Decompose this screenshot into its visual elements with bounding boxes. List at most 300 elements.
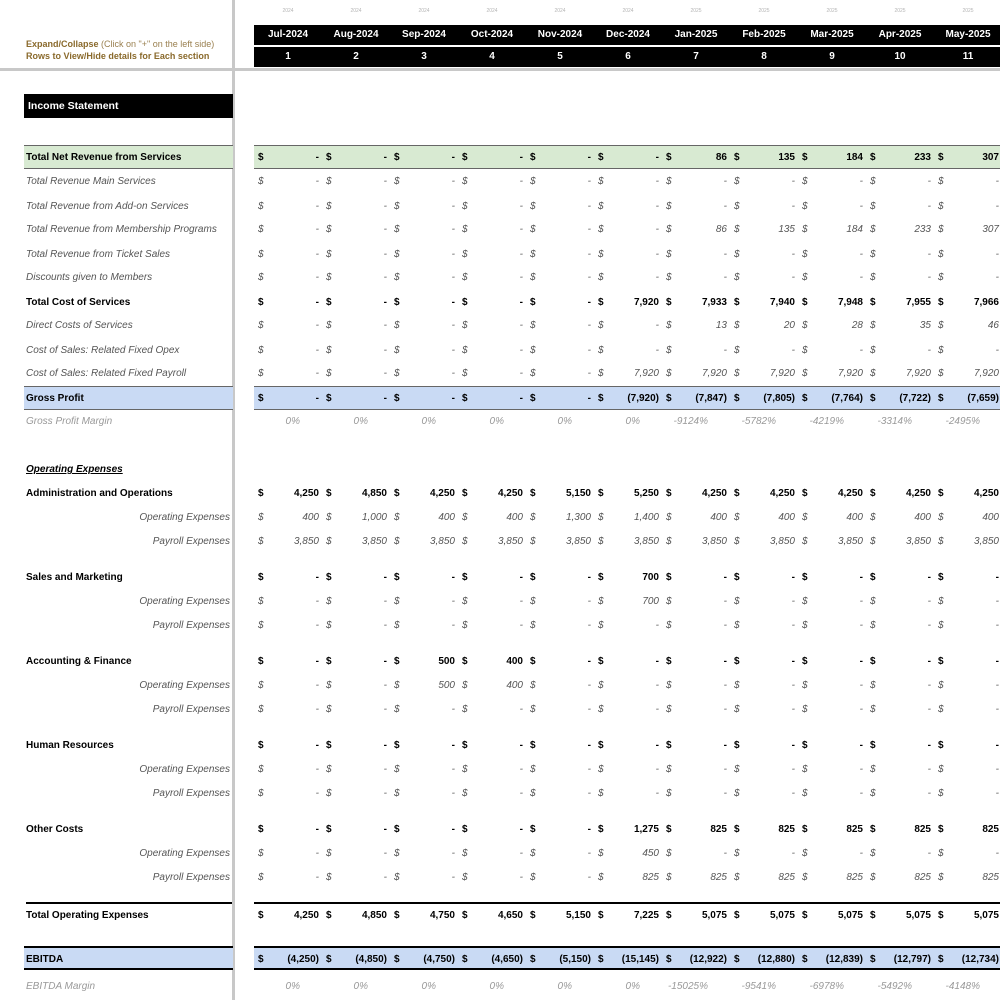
value-cell [322, 410, 390, 434]
currency-symbol: $ [394, 393, 400, 404]
value-cell [254, 530, 322, 554]
row-label: Operating Expenses [139, 512, 230, 523]
cell-value: - [791, 764, 795, 775]
currency-symbol: $ [870, 249, 876, 260]
cell-value: 4,250 [293, 488, 319, 499]
cell-value: 4,250 [905, 488, 931, 499]
cell-value: - [723, 764, 727, 775]
value-cell [934, 698, 1000, 722]
cell-value: - [587, 393, 591, 404]
row-label: Total Revenue Main Services [26, 176, 156, 187]
year-cell: 2024 [622, 8, 634, 14]
row-label: Total Net Revenue from Services [24, 145, 233, 169]
table-row [0, 266, 1000, 290]
cell-value: - [451, 620, 455, 631]
cell-value: 13 [715, 320, 727, 331]
value-cell [866, 948, 934, 972]
cell-value: 307 [982, 152, 999, 163]
currency-symbol: $ [462, 201, 468, 212]
cell-value: - [723, 656, 727, 667]
year-cell: 2025 [962, 8, 974, 14]
row-cells [254, 902, 1000, 926]
value-cell [390, 590, 458, 614]
value-cell [662, 734, 730, 758]
value-cell [866, 566, 934, 590]
cell-value: - [587, 680, 591, 691]
cell-value: 7,940 [769, 297, 795, 308]
row-label: EBITDA Margin [26, 981, 96, 992]
value-cell [662, 291, 730, 315]
cell-value: - [655, 224, 659, 235]
currency-symbol: $ [530, 393, 536, 404]
value-cell [594, 266, 662, 290]
value-cell [390, 506, 458, 530]
value-cell [322, 243, 390, 267]
table-row [0, 506, 1000, 530]
value-cell [798, 614, 866, 638]
value-cell [662, 866, 730, 890]
value-cell [322, 590, 390, 614]
value-cell [730, 866, 798, 890]
cell-value: 3,850 [973, 536, 999, 547]
cell-value: - [315, 272, 319, 283]
cell-value: 233 [914, 152, 931, 163]
currency-symbol: $ [938, 596, 944, 607]
currency-symbol: $ [462, 656, 468, 667]
cell-value: - [859, 620, 863, 631]
value-cell [594, 170, 662, 194]
cell-value: 825 [846, 872, 863, 883]
currency-symbol: $ [258, 872, 264, 883]
cell-value: - [655, 152, 659, 163]
value-cell [390, 243, 458, 267]
value-cell [594, 948, 662, 972]
value-cell [526, 782, 594, 806]
value-cell [866, 339, 934, 363]
currency-symbol: $ [598, 536, 604, 547]
currency-symbol: $ [394, 320, 400, 331]
value-cell [730, 904, 798, 928]
value-cell [934, 674, 1000, 698]
value-cell [458, 866, 526, 890]
cell-value: 825 [778, 824, 795, 835]
value-cell [730, 482, 798, 506]
currency-symbol: $ [258, 704, 264, 715]
currency-symbol: $ [530, 656, 536, 667]
value-cell [594, 339, 662, 363]
value-cell [934, 170, 1000, 194]
currency-symbol: $ [258, 224, 264, 235]
row-cells [254, 410, 1000, 434]
value-cell [866, 782, 934, 806]
currency-symbol: $ [598, 249, 604, 260]
value-cell [322, 506, 390, 530]
cell-value: - [451, 297, 455, 308]
currency-symbol: $ [938, 272, 944, 283]
value-cell [254, 218, 322, 242]
cell-value: - [927, 272, 931, 283]
value-cell [730, 698, 798, 722]
value-cell [254, 314, 322, 338]
currency-symbol: $ [258, 536, 264, 547]
cell-value: - [587, 788, 591, 799]
currency-symbol: $ [530, 764, 536, 775]
currency-symbol: $ [258, 320, 264, 331]
value-cell [458, 482, 526, 506]
cell-value: - [587, 176, 591, 187]
note-light: (Click on "+" on the left side) [101, 39, 215, 49]
cell-value: - [723, 704, 727, 715]
value-cell [934, 146, 1000, 170]
value-cell [254, 975, 322, 999]
value-cell [526, 530, 594, 554]
currency-symbol: $ [666, 536, 672, 547]
cell-value: 400 [506, 512, 523, 523]
cell-value: -9124% [673, 416, 708, 427]
value-cell [322, 146, 390, 170]
row-cells [254, 314, 1000, 338]
currency-symbol: $ [258, 176, 264, 187]
row-cells [254, 758, 1000, 782]
currency-symbol: $ [598, 954, 604, 965]
row-label: Operating Expenses [139, 596, 230, 607]
value-cell [254, 566, 322, 590]
row-label: Cost of Sales: Related Fixed Payroll [26, 368, 187, 379]
value-cell [322, 904, 390, 928]
value-cell [526, 566, 594, 590]
cell-value: - [587, 320, 591, 331]
cell-value: - [519, 764, 523, 775]
cell-value: - [383, 297, 387, 308]
currency-symbol: $ [462, 536, 468, 547]
value-cell [254, 948, 322, 972]
cell-value: - [859, 272, 863, 283]
value-cell [866, 590, 934, 614]
row-cells [254, 339, 1000, 363]
cell-value: - [791, 620, 795, 631]
cell-value: - [927, 201, 931, 212]
cell-value: (5,150) [559, 954, 591, 965]
table-row [0, 614, 1000, 638]
value-cell [662, 530, 730, 554]
cell-value: - [519, 824, 523, 835]
table-row [0, 842, 1000, 866]
row-cells [254, 946, 1000, 970]
currency-symbol: $ [870, 201, 876, 212]
value-cell [798, 566, 866, 590]
value-cell [934, 614, 1000, 638]
period-number-cell: 4 [489, 51, 495, 62]
value-cell [866, 482, 934, 506]
cell-value: - [927, 596, 931, 607]
month-header-cell: May-2025 [945, 29, 991, 40]
cell-value: 825 [846, 824, 863, 835]
value-cell [390, 482, 458, 506]
cell-value: - [519, 788, 523, 799]
currency-symbol: $ [530, 297, 536, 308]
value-cell [934, 266, 1000, 290]
value-cell [526, 170, 594, 194]
currency-symbol: $ [734, 764, 740, 775]
currency-symbol: $ [870, 656, 876, 667]
value-cell [254, 410, 322, 434]
value-cell [322, 614, 390, 638]
cell-value: 825 [982, 824, 999, 835]
cell-value: - [315, 224, 319, 235]
cell-value: 1,400 [633, 512, 659, 523]
period-number-cell: 7 [693, 51, 699, 62]
currency-symbol: $ [666, 910, 672, 921]
cell-value: - [315, 572, 319, 583]
cell-value: - [383, 224, 387, 235]
value-cell [322, 362, 390, 386]
cell-value: 0% [625, 416, 640, 427]
value-cell [322, 734, 390, 758]
currency-symbol: $ [666, 393, 672, 404]
value-cell [662, 266, 730, 290]
cell-value: - [859, 740, 863, 751]
currency-symbol: $ [258, 249, 264, 260]
cell-value: 3,850 [633, 536, 659, 547]
table-row [0, 339, 1000, 363]
value-cell [934, 195, 1000, 219]
cell-value: 825 [710, 872, 727, 883]
cell-value: 825 [778, 872, 795, 883]
currency-symbol: $ [394, 224, 400, 235]
value-cell [934, 410, 1000, 434]
value-cell [730, 243, 798, 267]
cell-value: - [315, 297, 319, 308]
cell-value: - [587, 872, 591, 883]
value-cell [730, 170, 798, 194]
cell-value: - [859, 176, 863, 187]
cell-value: 86 [715, 224, 727, 235]
row-cells [254, 386, 1000, 410]
currency-symbol: $ [326, 393, 332, 404]
section-title: Income Statement [24, 94, 233, 118]
value-cell [730, 590, 798, 614]
row-label: Payroll Expenses [152, 536, 230, 547]
value-cell [798, 975, 866, 999]
value-cell [526, 218, 594, 242]
currency-symbol: $ [802, 536, 808, 547]
row-cells [254, 218, 1000, 242]
value-cell [730, 314, 798, 338]
cell-value: - [519, 249, 523, 260]
row-cells [254, 530, 1000, 554]
cell-value: - [315, 201, 319, 212]
table-row [0, 758, 1000, 782]
value-cell [390, 218, 458, 242]
currency-symbol: $ [870, 488, 876, 499]
value-cell [798, 243, 866, 267]
cell-value: 7,933 [701, 297, 727, 308]
cell-value: 1,275 [633, 824, 659, 835]
value-cell [798, 195, 866, 219]
currency-symbol: $ [394, 704, 400, 715]
currency-symbol: $ [802, 848, 808, 859]
currency-symbol: $ [462, 740, 468, 751]
value-cell [730, 566, 798, 590]
currency-symbol: $ [938, 201, 944, 212]
currency-symbol: $ [326, 740, 332, 751]
currency-symbol: $ [462, 824, 468, 835]
currency-symbol: $ [462, 764, 468, 775]
currency-symbol: $ [530, 596, 536, 607]
value-cell [798, 362, 866, 386]
cell-value: - [655, 656, 659, 667]
cell-value: - [519, 297, 523, 308]
cell-value: - [315, 152, 319, 163]
currency-symbol: $ [870, 345, 876, 356]
currency-symbol: $ [938, 872, 944, 883]
value-cell [526, 904, 594, 928]
frozen-row-divider [0, 68, 1000, 71]
cell-value: 0% [489, 981, 504, 992]
currency-symbol: $ [666, 176, 672, 187]
value-cell [730, 948, 798, 972]
currency-symbol: $ [734, 393, 740, 404]
currency-symbol: $ [394, 910, 400, 921]
cell-value: - [587, 224, 591, 235]
currency-symbol: $ [258, 788, 264, 799]
row-label: Cost of Sales: Related Fixed Opex [26, 345, 180, 356]
value-cell [390, 362, 458, 386]
value-cell [662, 339, 730, 363]
currency-symbol: $ [666, 788, 672, 799]
value-cell [934, 482, 1000, 506]
currency-symbol: $ [938, 656, 944, 667]
currency-symbol: $ [326, 954, 332, 965]
value-cell [730, 218, 798, 242]
cell-value: - [451, 176, 455, 187]
period-number-cell: 6 [625, 51, 631, 62]
currency-symbol: $ [802, 393, 808, 404]
value-cell [254, 170, 322, 194]
currency-symbol: $ [734, 788, 740, 799]
month-header-cell: Nov-2024 [537, 29, 583, 40]
currency-symbol: $ [870, 596, 876, 607]
currency-symbol: $ [666, 596, 672, 607]
cell-value: 5,150 [565, 910, 591, 921]
value-cell [458, 698, 526, 722]
currency-symbol: $ [258, 393, 264, 404]
cell-value: 4,250 [429, 488, 455, 499]
row-cells [254, 266, 1000, 290]
cell-value: - [587, 704, 591, 715]
currency-symbol: $ [938, 488, 944, 499]
cell-value: (7,805) [763, 393, 795, 404]
cell-value: 400 [846, 512, 863, 523]
cell-value: - [383, 704, 387, 715]
cell-value: - [587, 824, 591, 835]
cell-value: -6978% [809, 981, 844, 992]
cell-value: -4219% [809, 416, 844, 427]
cell-value: - [655, 740, 659, 751]
currency-symbol: $ [938, 224, 944, 235]
cell-value: 700 [642, 572, 659, 583]
currency-symbol: $ [530, 824, 536, 835]
cell-value: 5,250 [633, 488, 659, 499]
cell-value: - [315, 249, 319, 260]
cell-value: - [655, 176, 659, 187]
currency-symbol: $ [462, 596, 468, 607]
cell-value: - [587, 764, 591, 775]
currency-symbol: $ [598, 272, 604, 283]
currency-symbol: $ [734, 656, 740, 667]
cell-value: - [927, 740, 931, 751]
value-cell [526, 975, 594, 999]
row-label: Direct Costs of Services [26, 320, 133, 331]
currency-symbol: $ [394, 596, 400, 607]
value-cell [526, 614, 594, 638]
cell-value: -15025% [667, 981, 708, 992]
row-cells [254, 195, 1000, 219]
currency-symbol: $ [530, 272, 536, 283]
currency-symbol: $ [326, 848, 332, 859]
cell-value: 0% [421, 981, 436, 992]
value-cell [594, 758, 662, 782]
row-cells [254, 482, 1000, 506]
currency-symbol: $ [462, 620, 468, 631]
value-cell [322, 782, 390, 806]
currency-symbol: $ [394, 512, 400, 523]
currency-symbol: $ [870, 872, 876, 883]
value-cell [594, 566, 662, 590]
cell-value: - [791, 176, 795, 187]
cell-value: - [383, 272, 387, 283]
cell-value: - [451, 272, 455, 283]
value-cell [390, 698, 458, 722]
value-cell [254, 614, 322, 638]
value-cell [798, 339, 866, 363]
value-cell [526, 146, 594, 170]
cell-value: - [995, 848, 999, 859]
table-row [0, 902, 1000, 926]
currency-symbol: $ [258, 910, 264, 921]
value-cell [730, 674, 798, 698]
value-cell [254, 146, 322, 170]
cell-value: - [859, 764, 863, 775]
row-label: Operating Expenses [139, 680, 230, 691]
value-cell [594, 842, 662, 866]
currency-symbol: $ [394, 848, 400, 859]
value-cell [458, 614, 526, 638]
cell-value: - [383, 656, 387, 667]
value-cell [526, 482, 594, 506]
value-cell [322, 218, 390, 242]
value-cell [458, 170, 526, 194]
currency-symbol: $ [666, 824, 672, 835]
currency-symbol: $ [326, 910, 332, 921]
value-cell [526, 948, 594, 972]
row-cells [254, 734, 1000, 758]
cell-value: - [519, 740, 523, 751]
cell-value: - [723, 176, 727, 187]
currency-symbol: $ [394, 620, 400, 631]
value-cell [526, 387, 594, 411]
cell-value: - [587, 656, 591, 667]
value-cell [322, 842, 390, 866]
currency-symbol: $ [666, 152, 672, 163]
currency-symbol: $ [938, 152, 944, 163]
value-cell [458, 758, 526, 782]
cell-value: -9541% [741, 981, 776, 992]
currency-symbol: $ [598, 152, 604, 163]
value-cell [458, 975, 526, 999]
currency-symbol: $ [802, 176, 808, 187]
value-cell [594, 818, 662, 842]
